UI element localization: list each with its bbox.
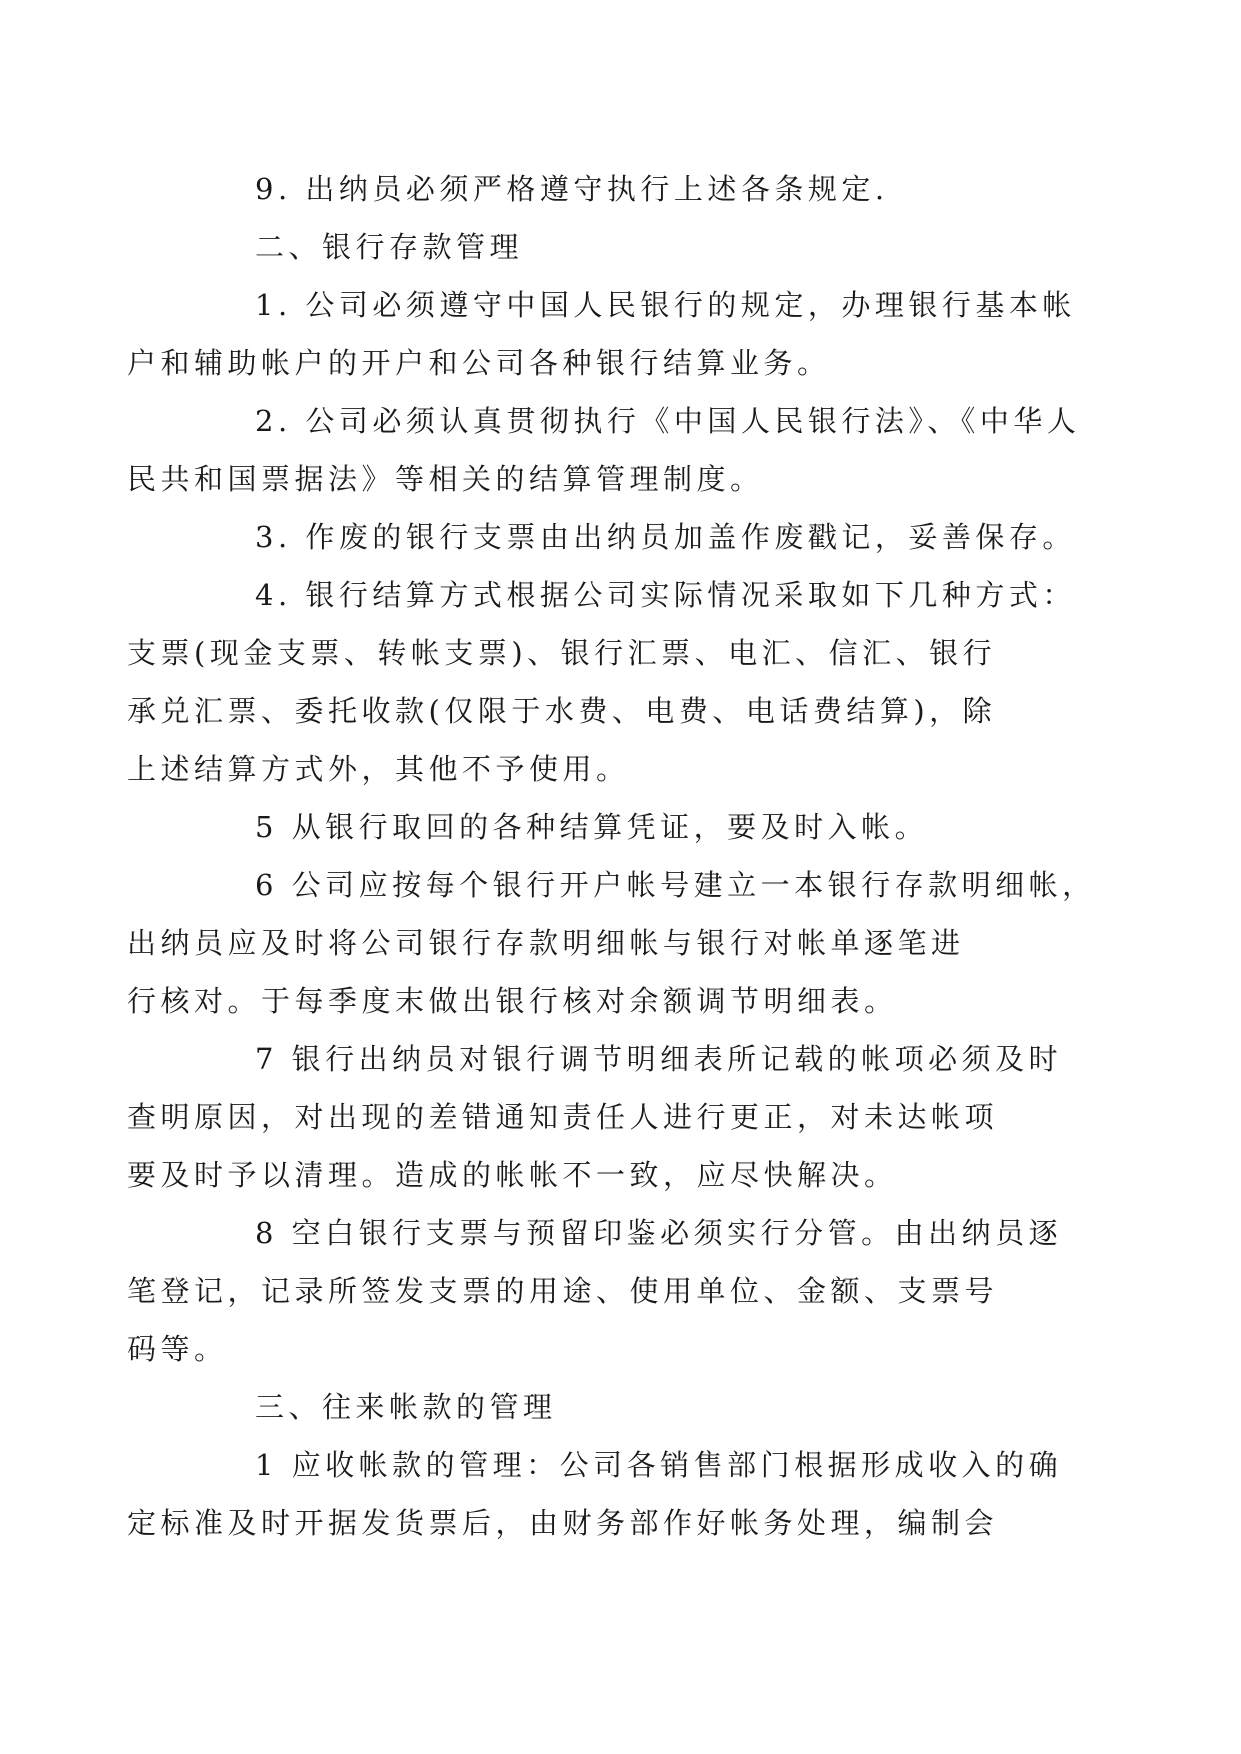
text-line: 行核对。于每季度末做出银行核对余额调节明细表。 [127,984,898,1018]
paragraph-bank-1 [127,276,1076,392]
paragraph-bank-7 [127,1030,1063,1204]
paragraph-bank-8 [127,1204,1063,1378]
paragraph-accounts-1 [127,1436,1063,1552]
text-line: 要及时予以清理。造成的帐帐不一致，应尽快解决。 [127,1158,898,1192]
text-line: 6 公司应按每个银行开户帐号建立一本银行存款明细帐， [255,868,1096,902]
paragraph-bank-5 [191,798,1051,856]
text-line: 出纳员应及时将公司银行存款明细帐与银行对帐单逐笔进 [127,926,965,960]
paragraph-bank-3 [191,508,1076,566]
text-line: 8 空白银行支票与预留印鉴必须实行分管。由出纳员逐 [255,1216,1063,1250]
text-line: 支票(现金支票、转帐支票)、银行汇票、电汇、信汇、银行 [127,636,997,670]
text-line: 定标准及时开据发货票后，由财务部作好帐务处理，编制会 [127,1506,999,1540]
text-line: 1 应收帐款的管理：公司各销售部门根据形成收入的确 [255,1448,1063,1482]
text-line: 3. 作废的银行支票由出纳员加盖作废戳记，妥善保存。 [255,520,1076,554]
text-line: 5 从银行取回的各种结算凭证，要及时入帐。 [255,810,929,844]
paragraph-bank-4 [127,566,1076,798]
text-line: 民共和国票据法》等相关的结算管理制度。 [127,462,764,496]
section-heading-accounts [191,1378,1051,1436]
text-line: 7 银行出纳员对银行调节明细表所记载的帐项必须及时 [255,1042,1063,1076]
document-body [127,160,1096,1552]
text-line: 上述结算方式外，其他不予使用。 [127,752,630,786]
text-line: 笔登记，记录所签发支票的用途、使用单位、金额、支票号 [127,1274,999,1308]
paragraph-bank-6 [127,856,1096,1030]
text-line: 码等。 [127,1332,228,1366]
paragraph-cashier-rules-9 [191,160,1051,218]
text-line: 承兑汇票、委托收款(仅限于水费、电费、电话费结算)，除 [127,694,997,728]
text-line: 4. 银行结算方式根据公司实际情况采取如下几种方式： [255,578,1076,612]
text-line: 三、往来帐款的管理 [255,1390,557,1424]
text-line: 1. 公司必须遵守中国人民银行的规定，办理银行基本帐 [255,288,1076,322]
text-line: 9. 出纳员必须严格遵守执行上述各条规定. [255,172,889,206]
text-line: 二、银行存款管理 [255,230,524,264]
text-line: 查明原因，对出现的差错通知责任人进行更正，对未达帐项 [127,1100,999,1134]
text-line: 2. 公司必须认真贯彻执行《中国人民银行法》、《中华人 [255,404,1081,438]
text-line: 户和辅助帐户的开户和公司各种银行结算业务。 [127,346,831,380]
paragraph-bank-2 [127,392,1081,508]
section-heading-bank-deposit [191,218,1051,276]
